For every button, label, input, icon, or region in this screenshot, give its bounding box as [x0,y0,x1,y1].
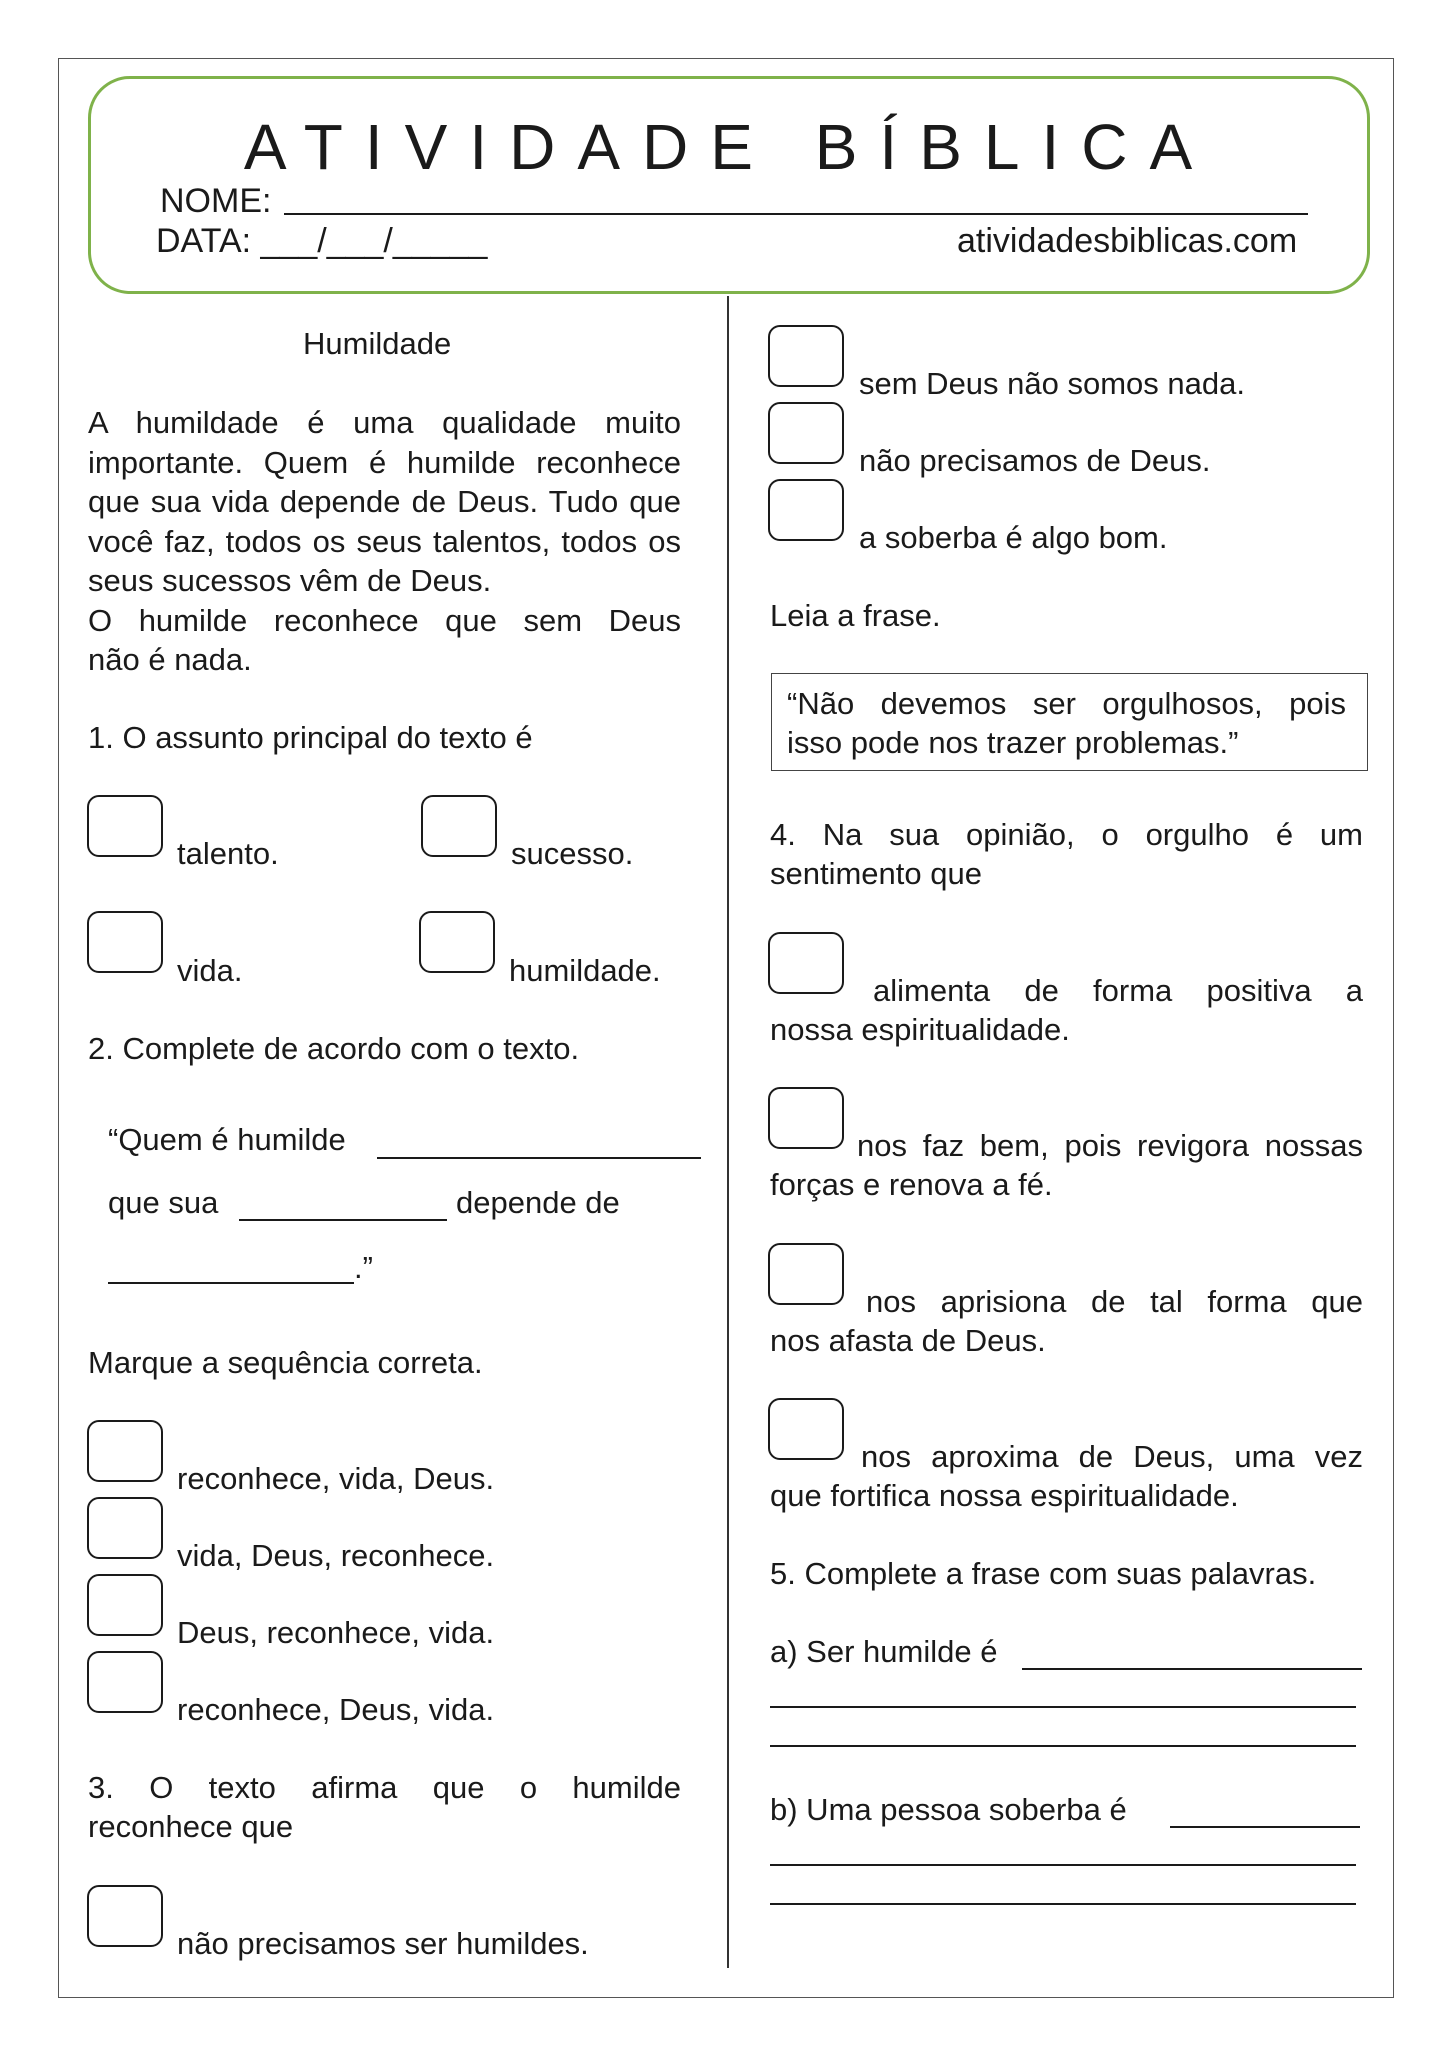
sequence-option-1: reconhece, vida, Deus. [177,1461,495,1496]
q1-checkbox-humildade[interactable] [419,911,495,973]
sequence-checkbox-2[interactable] [87,1497,163,1559]
q4-checkbox-3[interactable] [768,1243,844,1305]
q1-checkbox-sucesso[interactable] [421,795,497,857]
column-divider [727,296,729,1968]
q2-blank-1[interactable] [377,1157,701,1159]
q3-checkbox-2[interactable] [768,325,844,387]
q3-checkbox-3[interactable] [768,402,844,464]
q5b-label: b) Uma pessoa soberba é [770,1792,1127,1827]
q5a-blank-3[interactable] [770,1745,1356,1747]
date-label[interactable]: DATA: ___/___/_____ [156,222,488,260]
q4-option-4-line2: que fortifica nossa espiritualidade. [770,1478,1239,1513]
q3-prompt-line2: reconhece que [88,1809,294,1844]
reading-text-tail: não é nada. [88,642,252,677]
q2-line2-text-b: depende de [456,1185,620,1220]
q2-line1-text: “Quem é humilde [108,1122,346,1157]
quote-line1: “Não devemos ser orgulhosos, pois [787,686,1346,721]
q2-line2-text-a: que sua [108,1185,219,1220]
q4-checkbox-4[interactable] [768,1398,844,1460]
q4-option-1-line2: nossa espiritualidade. [770,1012,1070,1047]
q3-option-1: não precisamos ser humildes. [177,1926,589,1961]
q5-prompt: 5. Complete a frase com suas palavras. [770,1556,1317,1591]
q5a-blank-1[interactable] [1022,1668,1362,1670]
reading-title: Humildade [303,326,452,361]
q1-prompt: 1. O assunto principal do texto é [88,720,533,755]
q1-option-talento: talento. [177,836,279,871]
q5b-blank-3[interactable] [770,1903,1356,1905]
q4-prompt-line2: sentimento que [770,856,982,891]
q4-option-4-line1: nos aproxima de Deus, uma vez [861,1439,1363,1474]
reading-text-last: O humilde reconhece que sem Deus [88,603,681,638]
q2-prompt: 2. Complete de acordo com o texto. [88,1031,580,1066]
q3-prompt-line1: 3. O texto afirma que o humilde [88,1770,681,1805]
website-label: atividadesbiblicas.com [957,222,1298,260]
sequence-checkbox-4[interactable] [87,1651,163,1713]
q3-option-2: sem Deus não somos nada. [859,366,1245,401]
q2-blank-2[interactable] [239,1219,447,1221]
q3-option-4: a soberba é algo bom. [859,520,1168,555]
q3-checkbox-4[interactable] [768,479,844,541]
sequence-checkbox-1[interactable] [87,1420,163,1482]
q5b-blank-2[interactable] [770,1864,1356,1866]
q1-option-sucesso: sucesso. [511,836,634,871]
q3-checkbox-1[interactable] [87,1885,163,1947]
name-field-line[interactable] [284,213,1308,215]
q4-option-2-line2: forças e renova a fé. [770,1167,1053,1202]
q2-line3-text: .” [354,1250,373,1285]
q4-checkbox-1[interactable] [768,932,844,994]
q1-checkbox-vida[interactable] [87,911,163,973]
q2-blank-3[interactable] [108,1282,354,1284]
sequence-option-3: Deus, reconhece, vida. [177,1615,495,1650]
q4-prompt-line1: 4. Na sua opinião, o orgulho é um [770,817,1363,852]
quote-line2: isso pode nos trazer problemas.” [787,725,1239,760]
q5a-label: a) Ser humilde é [770,1634,998,1669]
q4-option-2-line1: nos faz bem, pois revigora nossas [857,1128,1363,1163]
read-label: Leia a frase. [770,598,941,633]
q5b-blank-1[interactable] [1170,1826,1360,1828]
sequence-checkbox-3[interactable] [87,1574,163,1636]
q4-checkbox-2[interactable] [768,1087,844,1149]
q1-option-vida: vida. [177,953,243,988]
header-box [88,76,1370,294]
page-title: ATIVIDADE BÍBLICA [243,111,1215,183]
q4-option-3-line2: nos afasta de Deus. [770,1323,1046,1358]
q3-option-3: não precisamos de Deus. [859,443,1211,478]
sequence-option-4: reconhece, Deus, vida. [177,1692,495,1727]
q1-option-humildade: humildade. [509,953,661,988]
q4-option-3-line1: nos aprisiona de tal forma que [866,1284,1363,1319]
q4-option-1-line1: alimenta de forma positiva a [873,973,1363,1008]
sequence-option-2: vida, Deus, reconhece. [177,1538,495,1573]
q1-checkbox-talento[interactable] [87,795,163,857]
name-label: NOME: [160,182,272,220]
reading-text: A humildade é uma qualidade muito importante. Quem é humilde reconhece que sua vida depende de Deus. Tudo que você faz, todos os seus talentos, todos os seus sucessos vêm de Deus. [88,405,681,598]
q5a-blank-2[interactable] [770,1706,1356,1708]
sequence-prompt: Marque a sequência correta. [88,1345,483,1380]
